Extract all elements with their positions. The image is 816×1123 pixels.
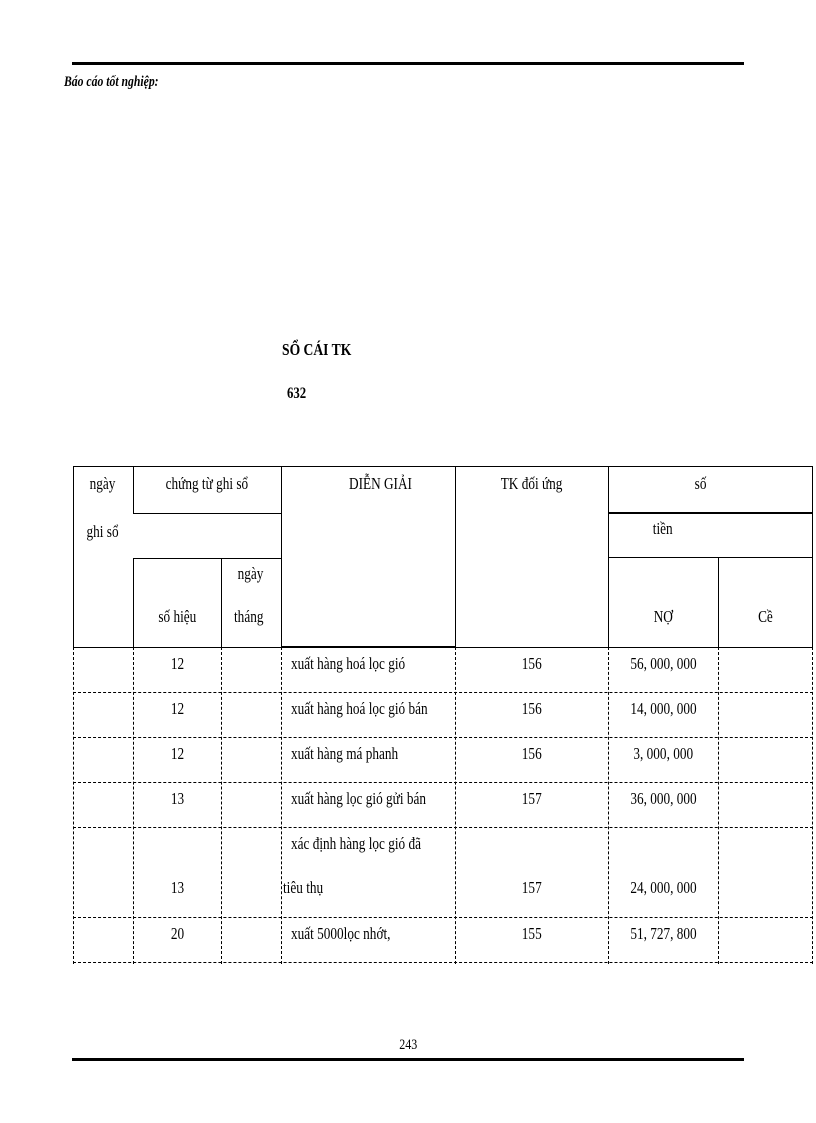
cell-no: 51, 727, 800: [629, 924, 697, 943]
col-border: [281, 466, 282, 647]
header-co: Cề: [757, 607, 773, 626]
cell-diengiai: xuất hàng hoá lọc gió: [291, 654, 406, 673]
account-number: 632: [287, 385, 307, 402]
header-chungtu: chứng từ ghi sổ: [165, 474, 249, 493]
header-no: NỢ: [653, 607, 673, 626]
cell-sohieu: 20: [170, 924, 184, 943]
bottom-rule: [72, 1058, 744, 1061]
amount-header-rule: [608, 512, 813, 514]
cell-no: 3, 000, 000: [633, 744, 693, 763]
row-divider: [73, 782, 813, 783]
cell-no: 24, 000, 000: [629, 878, 697, 897]
page-number: 243: [399, 1037, 417, 1053]
header-sohieu: số hiệu: [158, 607, 196, 626]
col-border: [812, 466, 813, 647]
row-divider: [73, 692, 813, 693]
cell-no: 36, 000, 000: [629, 789, 697, 808]
table-bottom-border: [73, 962, 813, 963]
header-ngaythang: ngày: [238, 564, 264, 583]
cell-diengiai: xác định hàng lọc gió đã: [291, 834, 421, 853]
header-ngay: ngày: [90, 474, 116, 493]
cell-tk: 156: [521, 744, 542, 763]
voucher-header-rule: [133, 513, 281, 514]
cell-no: 56, 000, 000: [629, 654, 697, 673]
cell-sohieu: 13: [170, 789, 184, 808]
cell-sohieu: 12: [170, 744, 184, 763]
header-sotien-2: tiền: [653, 519, 673, 538]
report-header: Báo cáo tốt nghiệp:: [64, 74, 159, 90]
col-border: [221, 647, 222, 964]
cell-diengiai-2: tiêu thụ: [283, 878, 324, 897]
cell-diengiai: xuất hàng hoá lọc gió bán: [291, 699, 428, 718]
col-border: [812, 647, 813, 964]
cell-sohieu: 12: [170, 654, 184, 673]
cell-tk: 157: [521, 789, 542, 808]
cell-tk: 156: [521, 699, 542, 718]
cell-no: 14, 000, 000: [629, 699, 697, 718]
cell-diengiai: xuất hàng má phanh: [291, 744, 399, 763]
voucher-subheader-rule: [133, 558, 281, 559]
col-border: [718, 647, 719, 964]
row-divider: [73, 737, 813, 738]
row-divider: [73, 827, 813, 828]
ledger-title: SỔ CÁI TK: [282, 340, 352, 359]
ledger-table: [73, 466, 813, 964]
header-tkdoiung: TK đối ứng: [500, 474, 563, 493]
col-border: [281, 647, 282, 964]
col-border: [73, 647, 74, 964]
header-sotien: số: [694, 474, 707, 493]
cell-tk: 155: [521, 924, 542, 943]
amount-subheader-rule: [608, 557, 813, 558]
top-rule: [72, 62, 744, 65]
cell-tk: 157: [521, 878, 542, 897]
col-border: [133, 558, 134, 647]
cell-diengiai: xuất hàng lọc gió gửi bán: [291, 789, 426, 808]
header-ghiso: ghi sổ: [86, 522, 120, 541]
cell-diengiai: xuất 5000lọc nhớt,: [291, 924, 391, 943]
header-ngaythang-2: tháng: [234, 607, 264, 626]
table-top-border: [73, 466, 813, 467]
header-bottom-border: [73, 647, 813, 648]
cell-tk: 156: [521, 654, 542, 673]
row-divider: [73, 917, 813, 918]
col-border: [718, 558, 719, 647]
cell-sohieu: 13: [170, 878, 184, 897]
cell-sohieu: 12: [170, 699, 184, 718]
header-diengiai: DIỄN GIẢI: [349, 474, 412, 493]
